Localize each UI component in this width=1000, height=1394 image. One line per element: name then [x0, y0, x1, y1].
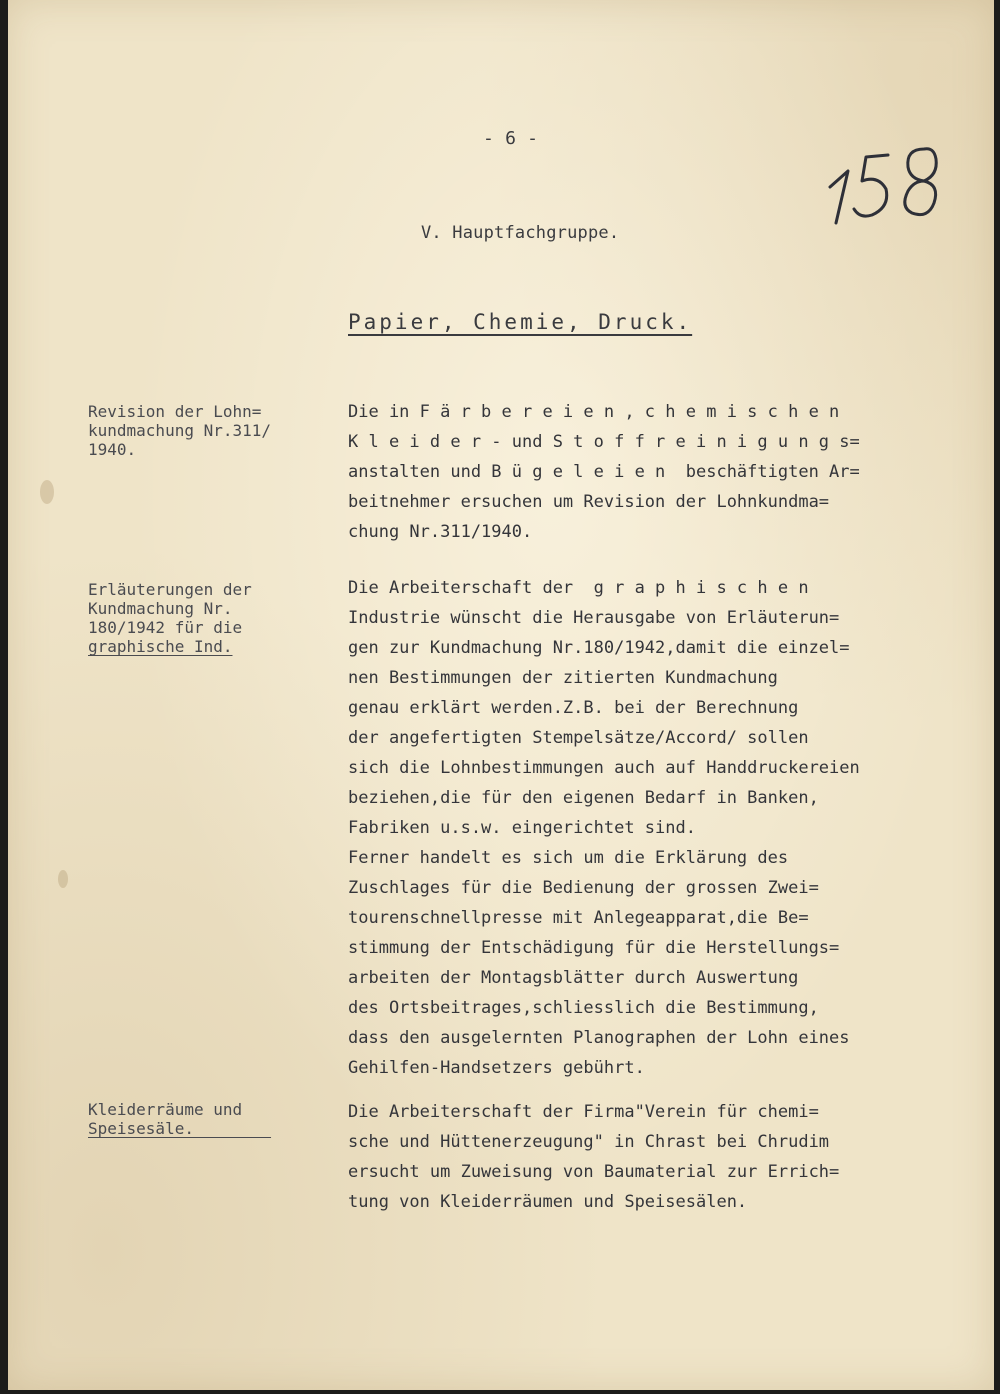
- text-line: tourenschnellpresse mit Anlegeapparat,die Be=: [348, 908, 809, 928]
- text-line: Gehilfen-Handsetzers gebührt.: [348, 1058, 645, 1078]
- margin-line: Kleiderräume und: [88, 1100, 243, 1119]
- handwritten-folio-number: [816, 135, 946, 230]
- document-page: [8, 0, 994, 1390]
- margin-note-revision: [88, 402, 328, 459]
- margin-line: Erläuterungen der: [88, 580, 252, 599]
- margin-note-erlaeuterungen: [88, 580, 328, 656]
- text-line: Die in F ä r b e r e i e n , c h e m i s c h e n: [348, 402, 840, 422]
- text-line: Die Arbeiterschaft der g r a p h i s c h e n: [348, 578, 809, 598]
- margin-line: kundmachung Nr.311/: [88, 421, 272, 440]
- text-line: dass den ausgelernten Planographen der Lohn eines: [348, 1028, 850, 1048]
- paper-stain: [58, 870, 68, 888]
- text-line: sich die Lohnbestimmungen auch auf Handdruckereien: [348, 758, 860, 778]
- text-line: ersucht um Zuweisung von Baumaterial zur Errich=: [348, 1162, 840, 1182]
- text-line: Fabriken u.s.w. eingerichtet sind.: [348, 818, 696, 838]
- page-number: - 6 -: [483, 128, 539, 149]
- text-line: sche und Hüttenerzeugung" in Chrast bei Chrudim: [348, 1132, 830, 1152]
- margin-line: 1940.: [88, 440, 137, 459]
- margin-line: Revision der Lohn=: [88, 402, 262, 421]
- section-title: V. Hauptfachgruppe.: [421, 223, 620, 243]
- margin-line: Speisesäle. _ _ _ _: [88, 1119, 272, 1138]
- text-line: Industrie wünscht die Herausgabe von Erläuterun=: [348, 608, 840, 628]
- text-line: genau erklärt werden.Z.B. bei der Berechnung: [348, 698, 799, 718]
- text-line: tung von Kleiderräumen und Speisesälen.: [348, 1192, 748, 1212]
- margin-note-kleiderraeume: [88, 1100, 328, 1138]
- text-line: Zuschlages für die Bedienung der grossen Zwei=: [348, 878, 819, 898]
- text-line: beziehen,die für den eigenen Bedarf in Banken,: [348, 788, 819, 808]
- text-line: Die Arbeiterschaft der Firma"Verein für chemi=: [348, 1102, 819, 1122]
- text-line: Ferner handelt es sich um die Erklärung des: [348, 848, 789, 868]
- paragraph-revision: [348, 397, 968, 547]
- section-subtitle: Papier, Chemie, Druck.: [348, 310, 693, 334]
- text-line: nen Bestimmungen der zitierten Kundmachung: [348, 668, 778, 688]
- text-line: des Ortsbeitrages,schliesslich die Bestimmung,: [348, 998, 819, 1018]
- text-line: K l e i d e r - und S t o f f r e i n i g u n g s=: [348, 432, 860, 452]
- text-line: chung Nr.311/1940.: [348, 522, 533, 542]
- margin-line: 180/1942 für die: [88, 618, 243, 637]
- text-line: arbeiten der Montagsblätter durch Auswertung: [348, 968, 799, 988]
- paper-stain: [40, 480, 54, 504]
- text-line: anstalten und B ü g e l e i e n beschäftigten Ar=: [348, 462, 860, 482]
- text-line: gen zur Kundmachung Nr.180/1942,damit die einzel=: [348, 638, 850, 658]
- text-line: beitnehmer ersuchen um Revision der Lohnkundma=: [348, 492, 830, 512]
- paragraph-kleiderraeume: [348, 1097, 968, 1217]
- margin-line: graphische Ind.: [88, 637, 233, 656]
- text-line: der angefertigten Stempelsätze/Accord/ sollen: [348, 728, 809, 748]
- text-line: stimmung der Entschädigung für die Herstellungs=: [348, 938, 840, 958]
- paragraph-erlaeuterungen: [348, 573, 968, 1083]
- margin-line: Kundmachung Nr.: [88, 599, 233, 618]
